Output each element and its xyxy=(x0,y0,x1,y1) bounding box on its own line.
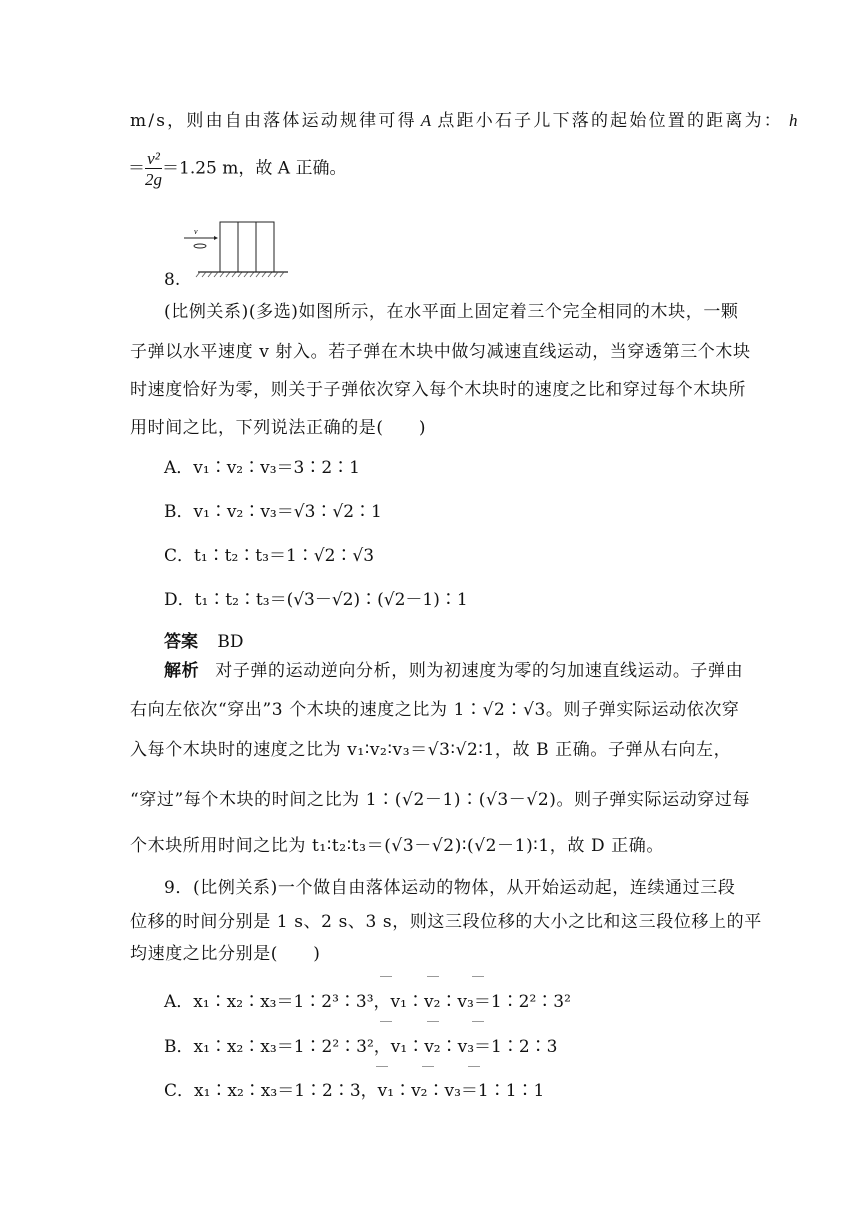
question-8-figure xyxy=(180,220,290,278)
point-a: A xyxy=(420,111,434,130)
question-8-stem-line4: 用时间之比，下列说法正确的是( ) xyxy=(130,418,427,438)
question-8-stem-line2: 子弹以水平速度 v 射入。若子弹在木块中做匀减速直线运动，当穿透第三个木块 xyxy=(130,342,751,362)
prev-answer-text: m/s，则由自由落体运动规律可得 xyxy=(130,111,417,131)
question-9-option-b: B．x₁∶x₂∶x₃＝1∶2²∶3²，v₁∶v₂∶v₃＝1∶2∶3 xyxy=(164,1037,558,1057)
question-9-option-c: C．x₁∶x₂∶x₃＝1∶2∶3，v₁∶v₂∶v₃＝1∶1∶1 xyxy=(164,1081,545,1101)
question-8-stem-line1: (比例关系)(多选)如图所示，在水平面上固定着三个完全相同的木块，一颗 xyxy=(164,302,739,322)
answer-value: BD xyxy=(217,632,244,652)
question-8-number: 8. xyxy=(164,270,181,290)
fraction-v2-over-2g xyxy=(145,150,162,188)
overbar xyxy=(472,976,484,977)
analysis-line4: “穿过”每个木块的时间之比为 1∶(√2－1)∶(√3－√2)。则子弹实际运动穿过每 xyxy=(130,790,751,810)
overbar xyxy=(468,1066,480,1067)
answer-row xyxy=(164,634,244,651)
analysis-line1 xyxy=(164,663,743,680)
question-9-stem-line2: 位移的时间分别是 1 s、2 s、3 s，则这三段位移的大小之比和这三段位移上的平 xyxy=(130,912,762,932)
overbar xyxy=(427,976,439,977)
overbar xyxy=(427,1021,439,1022)
velocity-label: v xyxy=(194,227,198,236)
analysis-line3: 入每个木块时的速度之比为 v₁∶v₂∶v₃＝√3∶√2∶1，故 B 正确。子弹从右向左， xyxy=(130,740,732,760)
question-8-option-d: D．t₁∶t₂∶t₃＝(√3－√2)∶(√2－1)∶1 xyxy=(164,590,468,610)
prev-answer-text-end: 点距小石子儿下落的起始位置的距离为： xyxy=(437,111,783,131)
equals-sign: ＝ xyxy=(128,158,145,179)
fraction-numerator: v² xyxy=(145,150,162,169)
fraction-denominator: 2g xyxy=(145,170,162,189)
analysis-line5: 个木块所用时间之比为 t₁∶t₂∶t₃＝(√3－√2)∶(√2－1)∶1，故 D 正确。 xyxy=(130,836,664,856)
overbar xyxy=(380,1021,392,1022)
question-9-option-a: A．x₁∶x₂∶x₃＝1∶2³∶3³，v₁∶v₂∶v₃＝1∶2²∶3² xyxy=(164,992,571,1012)
overbar xyxy=(472,1021,484,1022)
overbar xyxy=(422,1066,434,1067)
overbar xyxy=(380,976,392,977)
question-9-stem-line1: 9．(比例关系)一个做自由落体运动的物体，从开始运动起，连续通过三段 xyxy=(164,878,736,898)
overbar xyxy=(376,1066,388,1067)
analysis-text: 对子弹的运动逆向分析，则为初速度为零的匀加速直线运动。子弹由 xyxy=(215,661,744,681)
prev-answer-line1 xyxy=(130,112,800,130)
answer-label: 答案 xyxy=(164,632,198,652)
question-8-option-a: A．v₁∶v₂∶v₃＝3∶2∶1 xyxy=(164,458,360,478)
question-8-stem-line3: 时速度恰好为零，则关于子弹依次穿入每个木块时的速度之比和穿过每个木块所 xyxy=(130,380,746,400)
analysis-line2: 右向左依次“穿出”3 个木块的速度之比为 1∶√2∶√3。则子弹实际运动依次穿 xyxy=(130,700,740,720)
question-8-option-c: C．t₁∶t₂∶t₃＝1∶√2∶√3 xyxy=(164,546,375,566)
wood-blocks-diagram xyxy=(180,220,290,278)
question-8-option-b: B．v₁∶v₂∶v₃＝√3∶√2∶1 xyxy=(164,502,382,522)
prev-answer-line2 xyxy=(128,150,346,188)
variable-h: h xyxy=(788,111,800,130)
analysis-label: 解析 xyxy=(164,661,200,681)
result-text: ＝1.25 m，故 A 正确。 xyxy=(162,158,347,179)
question-9-stem-line3: 均速度之比分别是( ) xyxy=(130,944,321,964)
